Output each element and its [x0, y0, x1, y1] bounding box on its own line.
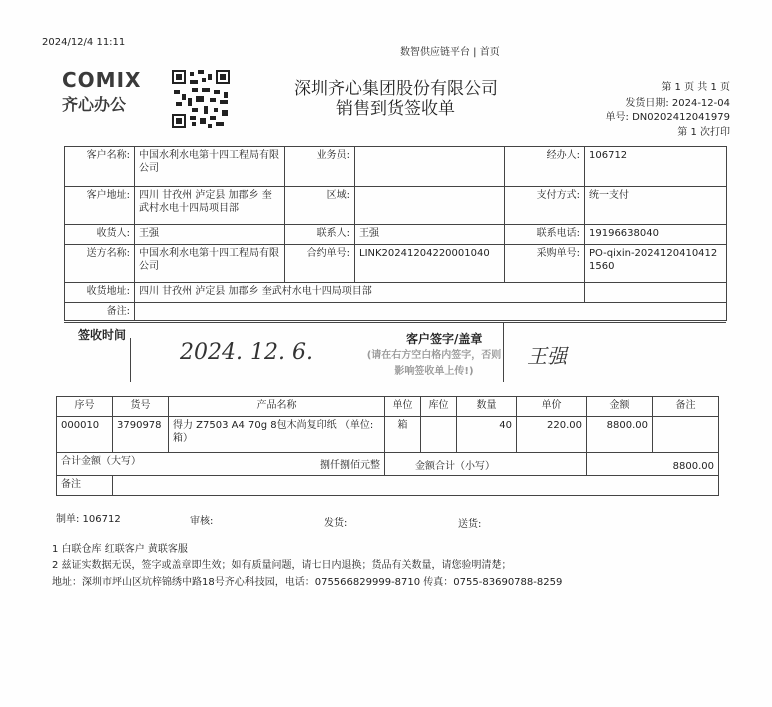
total-chinese-label: 合计金额（大写） 捌仟捌佰元整 — [57, 453, 385, 476]
po-number: PO-qixin-20241204104121560 — [585, 245, 727, 283]
remarks-label: 备注: — [65, 303, 135, 321]
handler: 106712 — [585, 147, 727, 187]
col-header: 金额 — [587, 397, 653, 417]
col-header: 序号 — [57, 397, 113, 417]
contract-number: LINK20241204220001040 — [355, 245, 505, 283]
site-title: 数智供应链平台 | 首页 — [400, 47, 500, 58]
qr-code-icon — [172, 70, 230, 128]
item-seq: 000010 — [57, 417, 113, 453]
customer-sign-note: (请在右方空白格内签字，否则影响签收单上传!) — [366, 350, 502, 377]
table-row — [57, 417, 719, 453]
footer-address: 地址：深圳市坪山区坑梓锦绣中路18号齐心科技园，电话：075566829999-8710 传真：0755-83690788-8259 — [52, 577, 563, 588]
col-header: 库位 — [421, 397, 457, 417]
col-header: 单位 — [385, 397, 421, 417]
col-header: 产品名称 — [169, 397, 385, 417]
handler-label: 经办人: — [505, 147, 585, 187]
items-remarks-label: 备注 — [57, 476, 113, 496]
ship-to-label: 送方名称: — [65, 245, 135, 283]
item-unit: 箱 — [385, 417, 421, 453]
customer-name: 中国水利水电第十四工程局有限公司 — [135, 147, 285, 187]
document-title: 销售到货签收单 — [336, 99, 455, 119]
receiver-label: 收货人: — [65, 225, 135, 245]
maker: 制单: 106712 — [56, 514, 121, 525]
item-name: 得力 Z7503 A4 70g 8包木尚复印纸 （单位:箱） — [169, 417, 385, 453]
order-info-table — [64, 146, 727, 321]
footer-terms-note: 2 兹证实数据无误，签字或盖章即生效；如有质量问题，请七日内退换；货品有关数量，请您验明清楚； — [52, 560, 512, 571]
remarks — [135, 303, 727, 321]
salesperson — [355, 147, 505, 187]
item-amount: 8800.00 — [587, 417, 653, 453]
order-number: 单号: DN0202412041979 — [605, 112, 730, 123]
delivery-address: 四川 甘孜州 泸定县 加郡乡 奎武村水电十四局项目部 — [135, 283, 585, 303]
sign-time-label: 签收时间 — [78, 328, 127, 342]
contract-number-label: 合约单号: — [285, 245, 355, 283]
total-small-label: 金额合计（小写） — [385, 453, 587, 476]
total-chinese: 捌仟捌佰元整 — [320, 460, 380, 471]
footer-copies-note: 1 白联仓库 红联客户 黄联客服 — [52, 544, 188, 555]
contact-label: 联系人: — [285, 225, 355, 245]
shipper: 发货: — [324, 518, 348, 529]
item-sku: 3790978 — [113, 417, 169, 453]
items-header-row — [57, 397, 719, 417]
ship-to: 中国水利水电第十四工程局有限公司 — [135, 245, 285, 283]
region — [355, 187, 505, 225]
items-table — [56, 396, 719, 496]
phone-label: 联系电话: — [505, 225, 585, 245]
item-location — [421, 417, 457, 453]
receiver: 王强 — [135, 225, 285, 245]
print-count: 第 1 次打印 — [677, 127, 730, 138]
deliverer: 送货: — [458, 519, 482, 530]
customer-address: 四川 甘孜州 泸定县 加郡乡 奎武村水电十四局项目部 — [135, 187, 285, 225]
payment-method-label: 支付方式: — [505, 187, 585, 225]
handwritten-signature: 王强 — [527, 344, 567, 368]
salesperson-label: 业务员: — [285, 147, 355, 187]
handwritten-sign-date: 2024. 12. 6. — [180, 340, 313, 365]
company-name: 深圳齐心集团股份有限公司 — [294, 79, 498, 99]
po-number-label: 采购单号: — [505, 245, 585, 283]
phone: 19196638040 — [585, 225, 727, 245]
col-header: 备注 — [653, 397, 719, 417]
item-unit-price: 220.00 — [517, 417, 587, 453]
ship-date: 发货日期: 2024-12-04 — [625, 98, 730, 109]
payment-method: 统一支付 — [585, 187, 727, 225]
customer-address-label: 客户地址: — [65, 187, 135, 225]
reviewer: 审核: — [190, 516, 214, 527]
item-quantity: 40 — [457, 417, 517, 453]
col-header: 货号 — [113, 397, 169, 417]
col-header: 数量 — [457, 397, 517, 417]
contact: 王强 — [355, 225, 505, 245]
brand-logo-subtext: 齐心办公 — [62, 95, 127, 114]
customer-name-label: 客户名称: — [65, 147, 135, 187]
region-label: 区域: — [285, 187, 355, 225]
customer-sign-label: 客户签字/盖章 — [406, 332, 483, 346]
print-timestamp: 2024/12/4 11:11 — [42, 37, 126, 48]
brand-logo-text: COMIX — [62, 68, 142, 92]
col-header: 单价 — [517, 397, 587, 417]
delivery-address-label: 收货地址: — [65, 283, 135, 303]
item-remarks — [653, 417, 719, 453]
page-info: 第 1 页 共 1 页 — [661, 82, 730, 93]
total-small: 8800.00 — [587, 453, 719, 476]
